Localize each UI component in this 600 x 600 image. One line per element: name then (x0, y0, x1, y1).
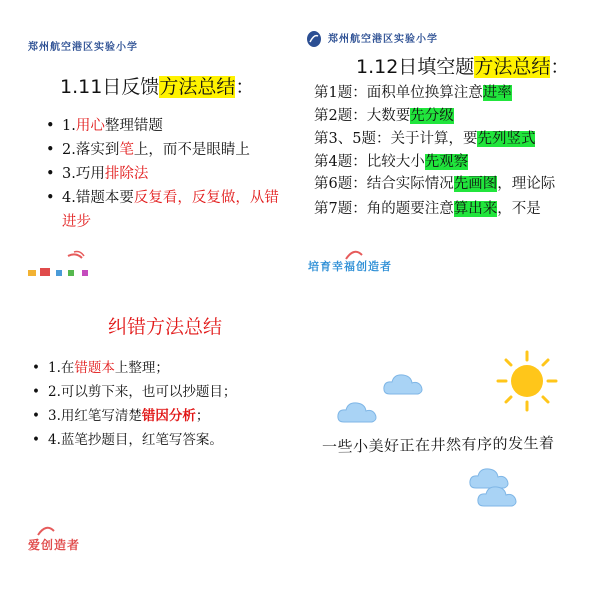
list-item: 第7题：角的题要注意算出来，不是 (314, 201, 541, 217)
sun-icon (496, 350, 558, 412)
brand-slogan: 培育幸福创造者 (308, 260, 392, 273)
list-item: 第2题：大数要先分级 (314, 108, 454, 124)
title-highlight: 方法总结 (159, 76, 236, 98)
list-item: • 2.可以剪下来，也可以抄题目； (30, 380, 236, 404)
school-logo (306, 30, 322, 48)
slide-decoration (300, 294, 600, 594)
list-item: • 4.错题本要反复看，反复做，从错 进步 (44, 186, 279, 234)
title-colon: ： (235, 76, 255, 98)
brand-slogan: 爱创造者 (28, 538, 81, 552)
title-text: 1.11日反馈 (60, 76, 160, 98)
list-item: • 2.落实到笔上，而不是眼睛上 (44, 138, 279, 162)
slide-fill-blank-112 (300, 0, 600, 290)
school-name: 郑州航空港区实验小学 (328, 34, 438, 45)
slide-title (356, 52, 569, 79)
school-name: 郑州航空港区实验小学 (28, 42, 138, 53)
title-text: 1.12日填空题 (356, 56, 475, 78)
slide-error-method (0, 294, 296, 594)
cloud-icon (336, 400, 382, 426)
feedback-list (44, 114, 279, 234)
list-item: • 3.用红笔写清楚错因分析； (30, 404, 236, 428)
title-colon: ： (550, 56, 570, 78)
slide-feedback-111 (0, 0, 296, 280)
list-item: 第3、5题：关于计算，要先列竖式 (314, 131, 536, 147)
list-item: • 3.巧用排除法 (44, 162, 279, 186)
list-item: • 1.用心整理错题 (44, 114, 279, 138)
title-highlight: 方法总结 (474, 56, 551, 78)
question-list (314, 82, 584, 221)
brand-logo-partial (28, 250, 108, 280)
list-item: 第4题：比较大小先观察 (314, 154, 469, 170)
brand-logo-arc (36, 522, 56, 536)
handwritten-caption: 一些小美好正在井然有序的发生着 (321, 433, 555, 457)
slide-title (60, 72, 254, 99)
slide-title: 纠错方法总结 (108, 316, 223, 338)
list-item: 第6题：结合实际情况先画图，理论际 (314, 176, 556, 192)
list-item: • 4.蓝笔抄题目，红笔写答案。 (30, 428, 236, 452)
cloud-icon (382, 372, 428, 398)
method-list (30, 356, 236, 452)
list-item: 第1题：面积单位换算注意进率 (314, 85, 512, 101)
cloud-icon (476, 484, 522, 510)
list-item: • 1.在错题本上整理； (30, 356, 236, 380)
